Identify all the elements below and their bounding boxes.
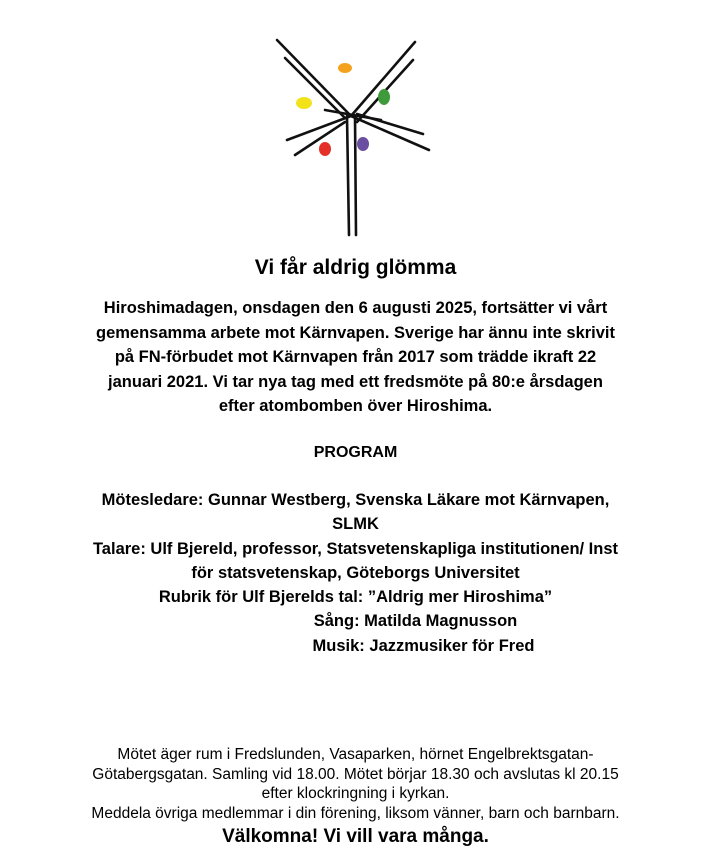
footer-line: Meddela övriga medlemmar i din förening, liksom vänner, barn och barnbarn. xyxy=(91,804,620,822)
footer-line: Götabergsgatan. Samling vid 18.00. Mötet börjar 18.30 och avslutas kl 20.15 xyxy=(92,765,619,783)
music-line: Musik: Jazzmusiker för Fred xyxy=(312,636,535,655)
intro-paragraph xyxy=(40,296,671,419)
intro-line: Hiroshimadagen, onsdagen den 6 augusti 2025, fortsätter vi vårt xyxy=(103,299,608,317)
intro-line: efter atombomben över Hiroshima. xyxy=(218,397,493,415)
footer-line: efter klockringning i kyrkan. xyxy=(261,785,450,802)
intro-line: januari 2021. Vi tar nya tag med ett fredsmöte på 80:e årsdagen xyxy=(108,372,603,391)
intro-line: gemensamma arbete mot Kärnvapen. Sverige har ännu inte skrivit xyxy=(95,323,616,342)
orange-dot xyxy=(338,63,352,73)
welcome-text: Välkomna! Vi vill vara många. xyxy=(222,826,489,847)
footer-line: Mötet äger rum i Fredslunden, Vasaparken, hörnet Engelbrektsgatan- xyxy=(117,746,594,763)
moderator-line: Mötesledare: Gunnar Westberg, Svenska Läkare mot Kärnvapen, xyxy=(101,491,610,509)
page-title: Vi får aldrig glömma xyxy=(254,256,457,279)
meeting-info xyxy=(20,745,691,849)
moderator-line: SLMK xyxy=(332,515,379,534)
program-heading: PROGRAM xyxy=(313,444,398,461)
program-list xyxy=(30,488,681,658)
red-dot xyxy=(319,142,331,156)
speaker-line: för statsvetenskap, Göteborgs Universitet xyxy=(191,563,520,582)
talk-title-line: Rubrik för Ulf Bjerelds tal: ”Aldrig mer Hiroshima” xyxy=(158,588,553,607)
peace-windmill-icon xyxy=(265,30,445,240)
purple-dot xyxy=(357,137,369,151)
yellow-dot xyxy=(296,97,312,109)
song-line: Sång: Matilda Magnusson xyxy=(313,612,518,631)
speaker-line: Talare: Ulf Bjereld, professor, Statsvetenskapliga institutionen/ Inst xyxy=(92,539,619,558)
intro-line: på FN-förbudet mot Kärnvapen från 2017 som trädde ikraft 22 xyxy=(114,348,597,366)
green-dot xyxy=(378,89,390,105)
